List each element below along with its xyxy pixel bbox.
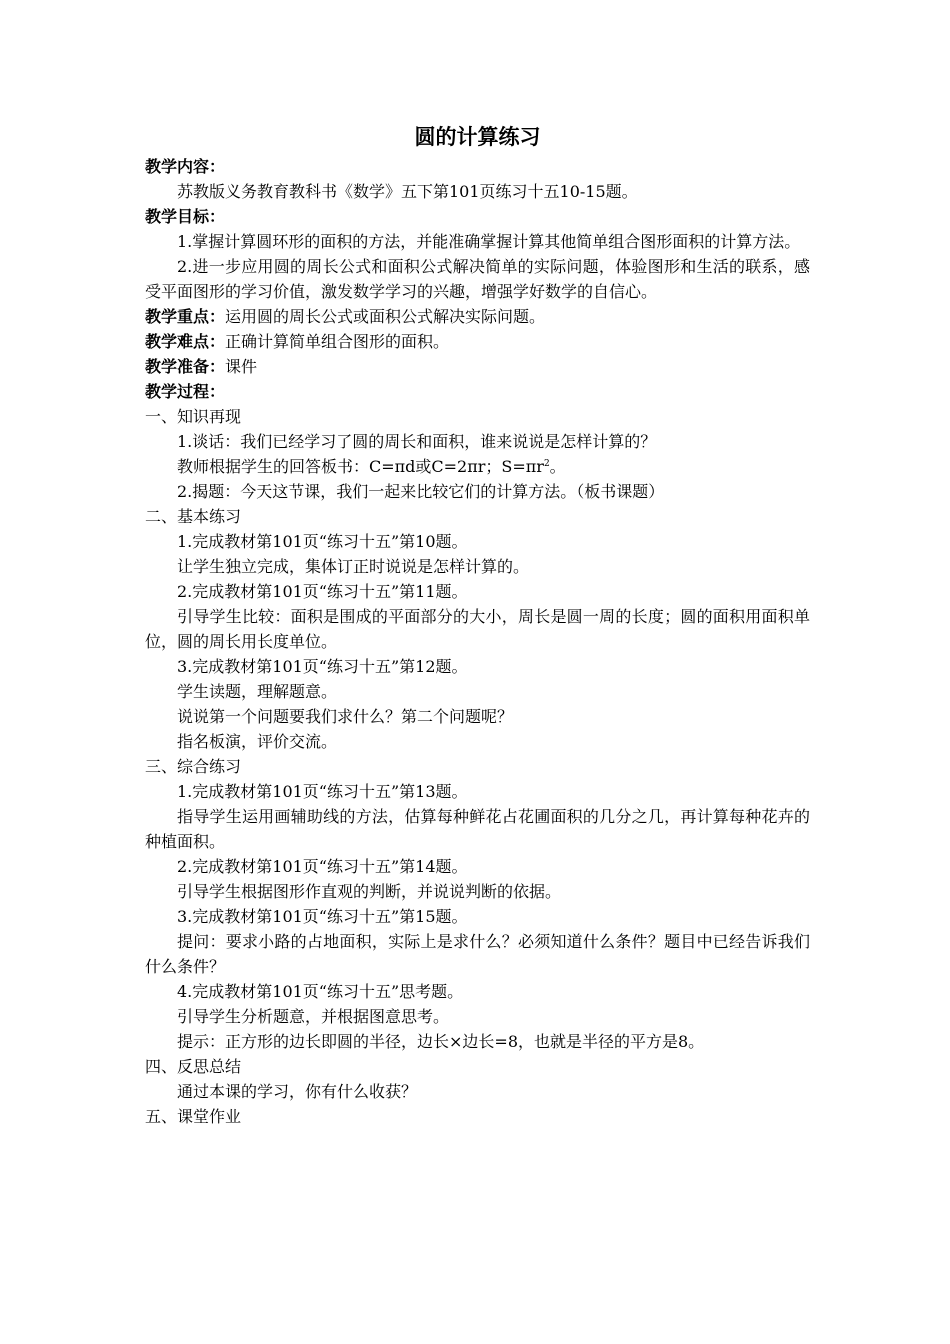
part3-item7: 4.完成教材第101页“练习十五”思考题。 [177,982,464,1001]
teaching-goal-2: 2.进一步应用圆的周长公式和面积公式解决简单的实际问题，体验图形和生活的联系，感受平面图形的学习价值，激发数学学习的兴趣，增强学好数学的自信心。 [145,257,810,301]
part2-item7: 说说第一个问题要我们求什么？第二个问题呢？ [177,707,514,726]
teaching-key-text: 运用圆的周长公式或面积公式解决实际问题。 [225,307,546,326]
part2-item6: 学生读题，理解题意。 [177,682,338,701]
part4-item1: 通过本课的学习，你有什么收获？ [177,1082,418,1101]
part1-item2 [145,454,810,479]
part1-title: 一、知识再现 [145,407,242,426]
part2-item8: 指名板演，评价交流。 [177,732,338,751]
teaching-process-label: 教学过程： [145,382,226,401]
part2-title: 二、基本练习 [145,507,242,526]
part3-item4: 引导学生根据图形作直观的判断，并说说判断的依据。 [177,882,562,901]
teaching-goals-label: 教学目标： [145,207,226,226]
part2-item3: 2.完成教材第101页“练习十五”第11题。 [177,582,468,601]
part3-item6: 提问：要求小路的占地面积，实际上是求什么？必须知道什么条件？题目中已经告诉我们什么条件？ [145,932,810,976]
part5-title: 五、课堂作业 [145,1107,242,1126]
teaching-prep-label: 教学准备： [145,357,226,376]
document-title: 圆的计算练习 [414,125,541,149]
teaching-preparation [145,354,810,379]
formula-end: 。 [549,457,566,476]
teaching-difficulty-label: 教学难点： [145,332,226,351]
teaching-difficulty [145,329,810,354]
teaching-content-label: 教学内容： [145,157,226,176]
part1-item1: 1.谈话：我们已经学习了圆的周长和面积，谁来说说是怎样计算的？ [177,432,657,451]
part3-item9: 提示：正方形的边长即圆的半径，边长×边长=8，也就是半径的平方是8。 [177,1032,705,1051]
part2-item2: 让学生独立完成，集体订正时说说是怎样计算的。 [177,557,530,576]
document-page [145,120,810,1129]
part3-item8: 引导学生分析题意，并根据图意思考。 [177,1007,450,1026]
teaching-prep-text: 课件 [225,357,258,376]
part1-item3: 2.揭题：今天这节课，我们一起来比较它们的计算方法。（板书课题） [177,482,665,501]
part3-item2: 指导学生运用画辅助线的方法，估算每种鲜花占花圃面积的几分之几，再计算每种花卉的种植面积。 [145,807,810,851]
formula-superscript: 2 [543,459,550,469]
teaching-content-text: 苏教版义务教育教科书《数学》五下第101页练习十五10-15题。 [177,182,638,201]
part3-item3: 2.完成教材第101页“练习十五”第14题。 [177,857,468,876]
teaching-key-point [145,304,810,329]
part3-item1: 1.完成教材第101页“练习十五”第13题。 [177,782,468,801]
teaching-goal-1: 1.掌握计算圆环形的面积的方法，并能准确掌握计算其他简单组合图形面积的计算方法。 [177,232,801,251]
part4-title: 四、反思总结 [145,1057,242,1076]
teaching-key-label: 教学重点： [145,307,226,326]
teaching-difficulty-text: 正确计算简单组合图形的面积。 [225,332,450,351]
part3-title: 三、综合练习 [145,757,242,776]
part3-item5: 3.完成教材第101页“练习十五”第15题。 [177,907,468,926]
part2-item5: 3.完成教材第101页“练习十五”第12题。 [177,657,468,676]
part2-item1: 1.完成教材第101页“练习十五”第10题。 [177,532,468,551]
part2-item4: 引导学生比较：面积是围成的平面部分的大小，周长是圆一周的长度；圆的面积用面积单位，圆的周长用长度单位。 [145,607,810,651]
formula-text: 教师根据学生的回答板书：C=πd或C=2πr；S=πr [177,457,544,476]
